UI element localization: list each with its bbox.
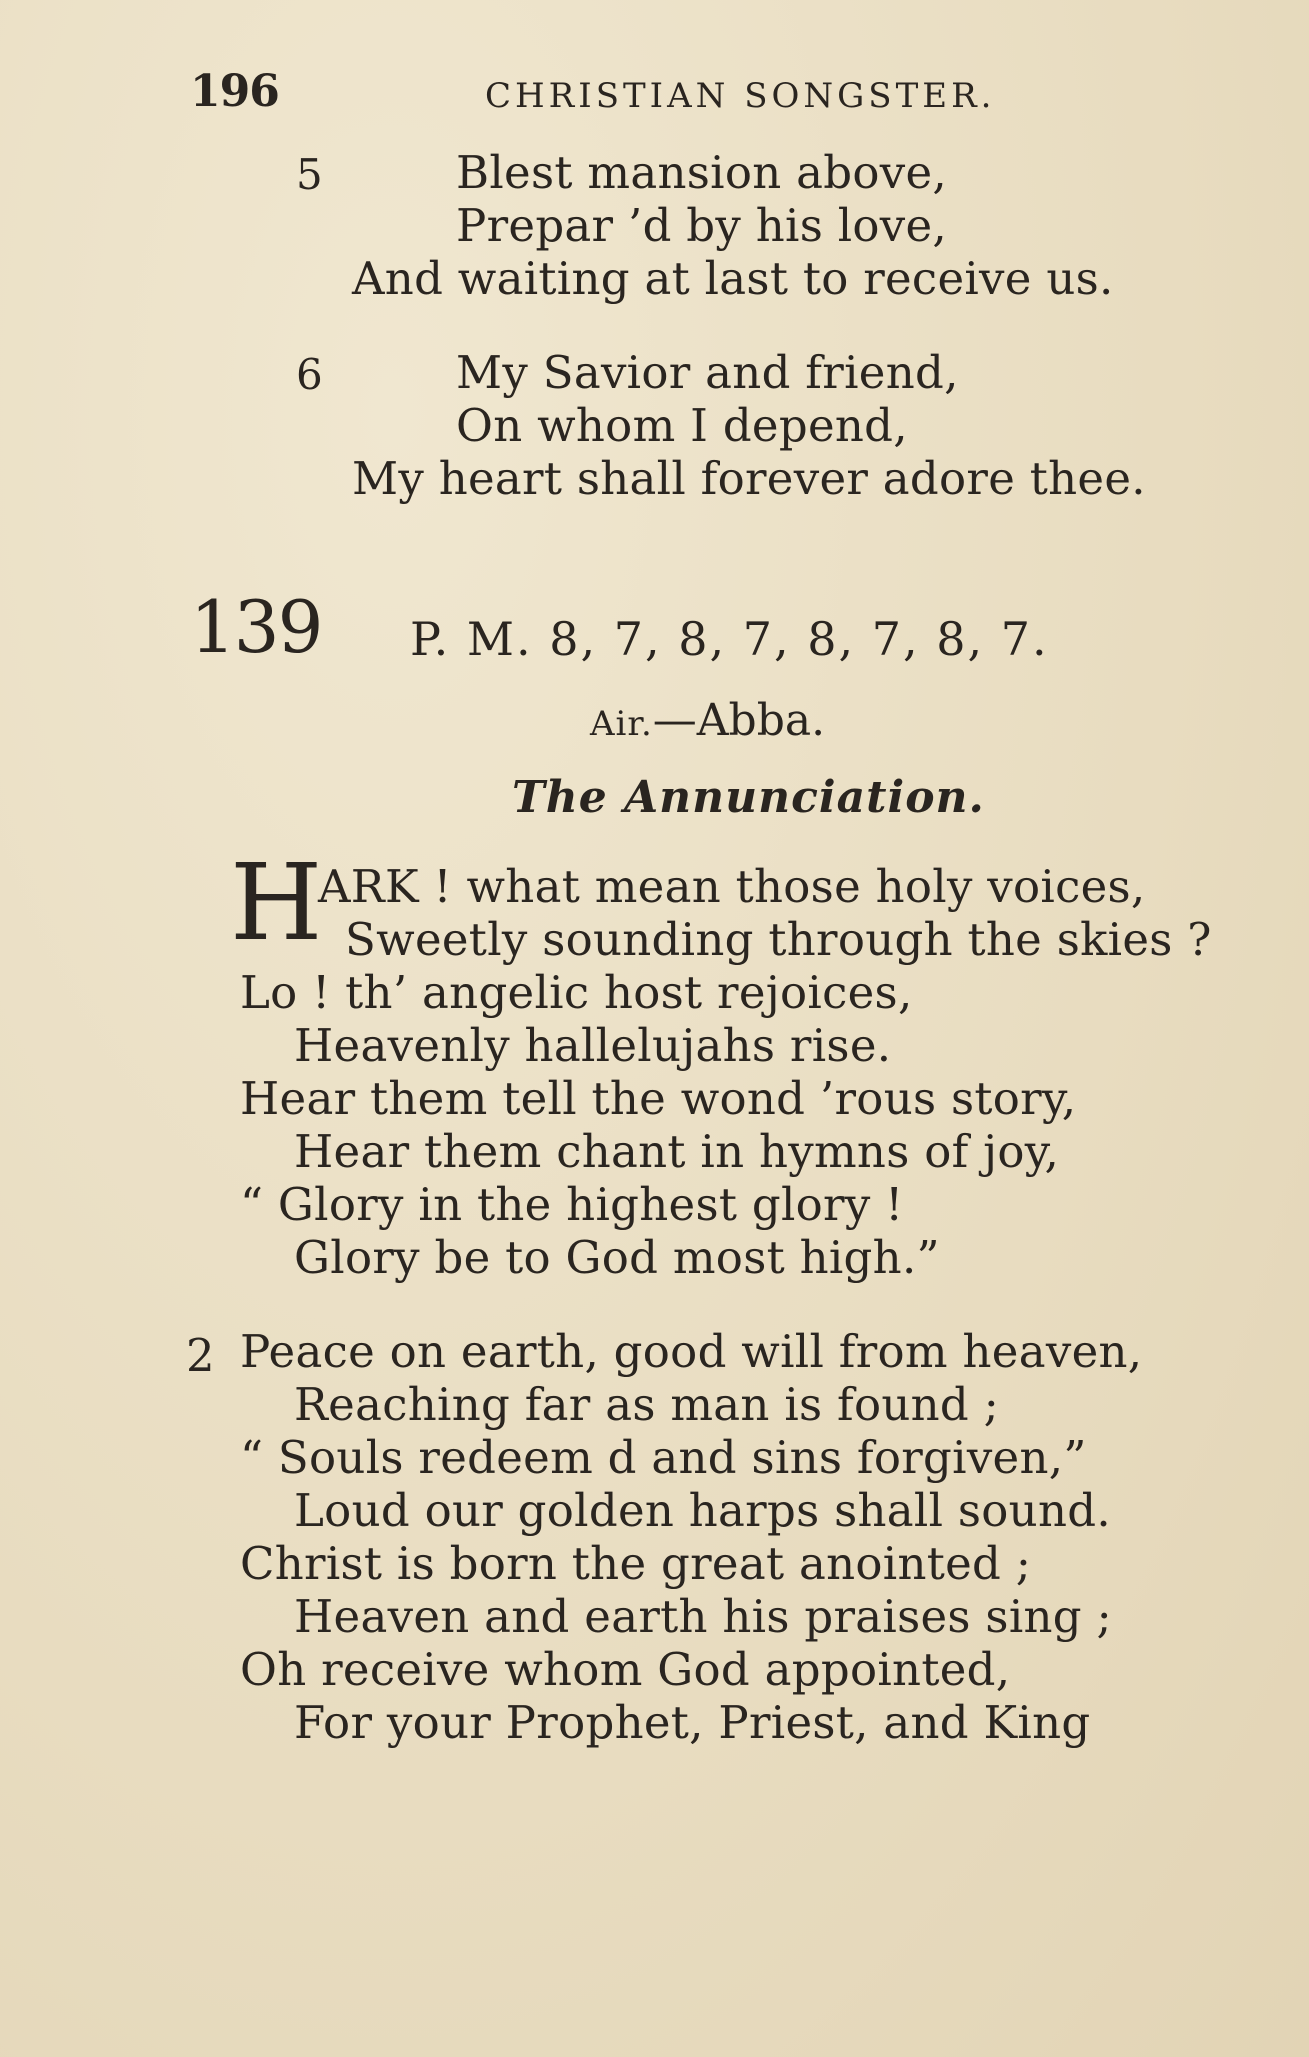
verse-line: ARK ! what mean those holy voices, <box>318 860 1146 913</box>
air-label: Air. <box>590 704 653 744</box>
hymn-title: The Annunciation. <box>512 772 985 823</box>
verse-line: Blest mansion above, <box>456 146 948 199</box>
verse-line: On whom I depend, <box>456 399 908 452</box>
verse-line: Loud our golden harps shall sound. <box>294 1484 1111 1537</box>
hymn-number: 139 <box>190 585 322 669</box>
verse-line: “ Souls redeem d and sins forgiven,” <box>240 1431 1087 1484</box>
verse-line: Peace on earth, good will from heaven, <box>240 1325 1143 1378</box>
verse-line: Reaching far as man is found ; <box>294 1378 1000 1431</box>
verse-line: Hear them chant in hymns of joy, <box>294 1125 1060 1178</box>
verse-line: Heaven and earth his praises sing ; <box>294 1590 1112 1643</box>
verse-line: Prepar ’d by his love, <box>456 199 948 252</box>
hymn-air <box>590 695 825 746</box>
verse-line: Christ is born the great anointed ; <box>240 1537 1032 1590</box>
running-title: CHRISTIAN SONGSTER. <box>485 76 996 116</box>
verse-number: 6 <box>296 350 323 399</box>
verse-line: Heavenly hallelujahs rise. <box>294 1019 892 1072</box>
drop-cap: H <box>230 841 323 964</box>
verse-line: “ Glory in the highest glory ! <box>240 1178 904 1231</box>
page-number: 196 <box>190 66 279 117</box>
verse-line: For your Prophet, Priest, and King <box>294 1696 1091 1749</box>
verse-line: Sweetly sounding through the skies ? <box>345 913 1212 966</box>
verse-number: 2 <box>186 1329 215 1382</box>
verse-line: Glory be to God most high.” <box>294 1231 940 1284</box>
verse-line: Oh receive whom God appointed, <box>240 1643 1011 1696</box>
verse-line: Hear them tell the wond ’rous story, <box>240 1072 1077 1125</box>
verse-line: And waiting at last to receive us. <box>352 252 1114 305</box>
verse-line: My Savior and friend, <box>456 346 959 399</box>
verse-line: My heart shall forever adore thee. <box>352 452 1146 505</box>
verse-line: Lo ! th’ angelic host rejoices, <box>240 966 913 1019</box>
verse-number: 5 <box>296 150 323 199</box>
air-tune: —Abba. <box>652 695 826 746</box>
hymn-meter: P. M. 8, 7, 8, 7, 8, 7, 8, 7. <box>410 612 1049 666</box>
